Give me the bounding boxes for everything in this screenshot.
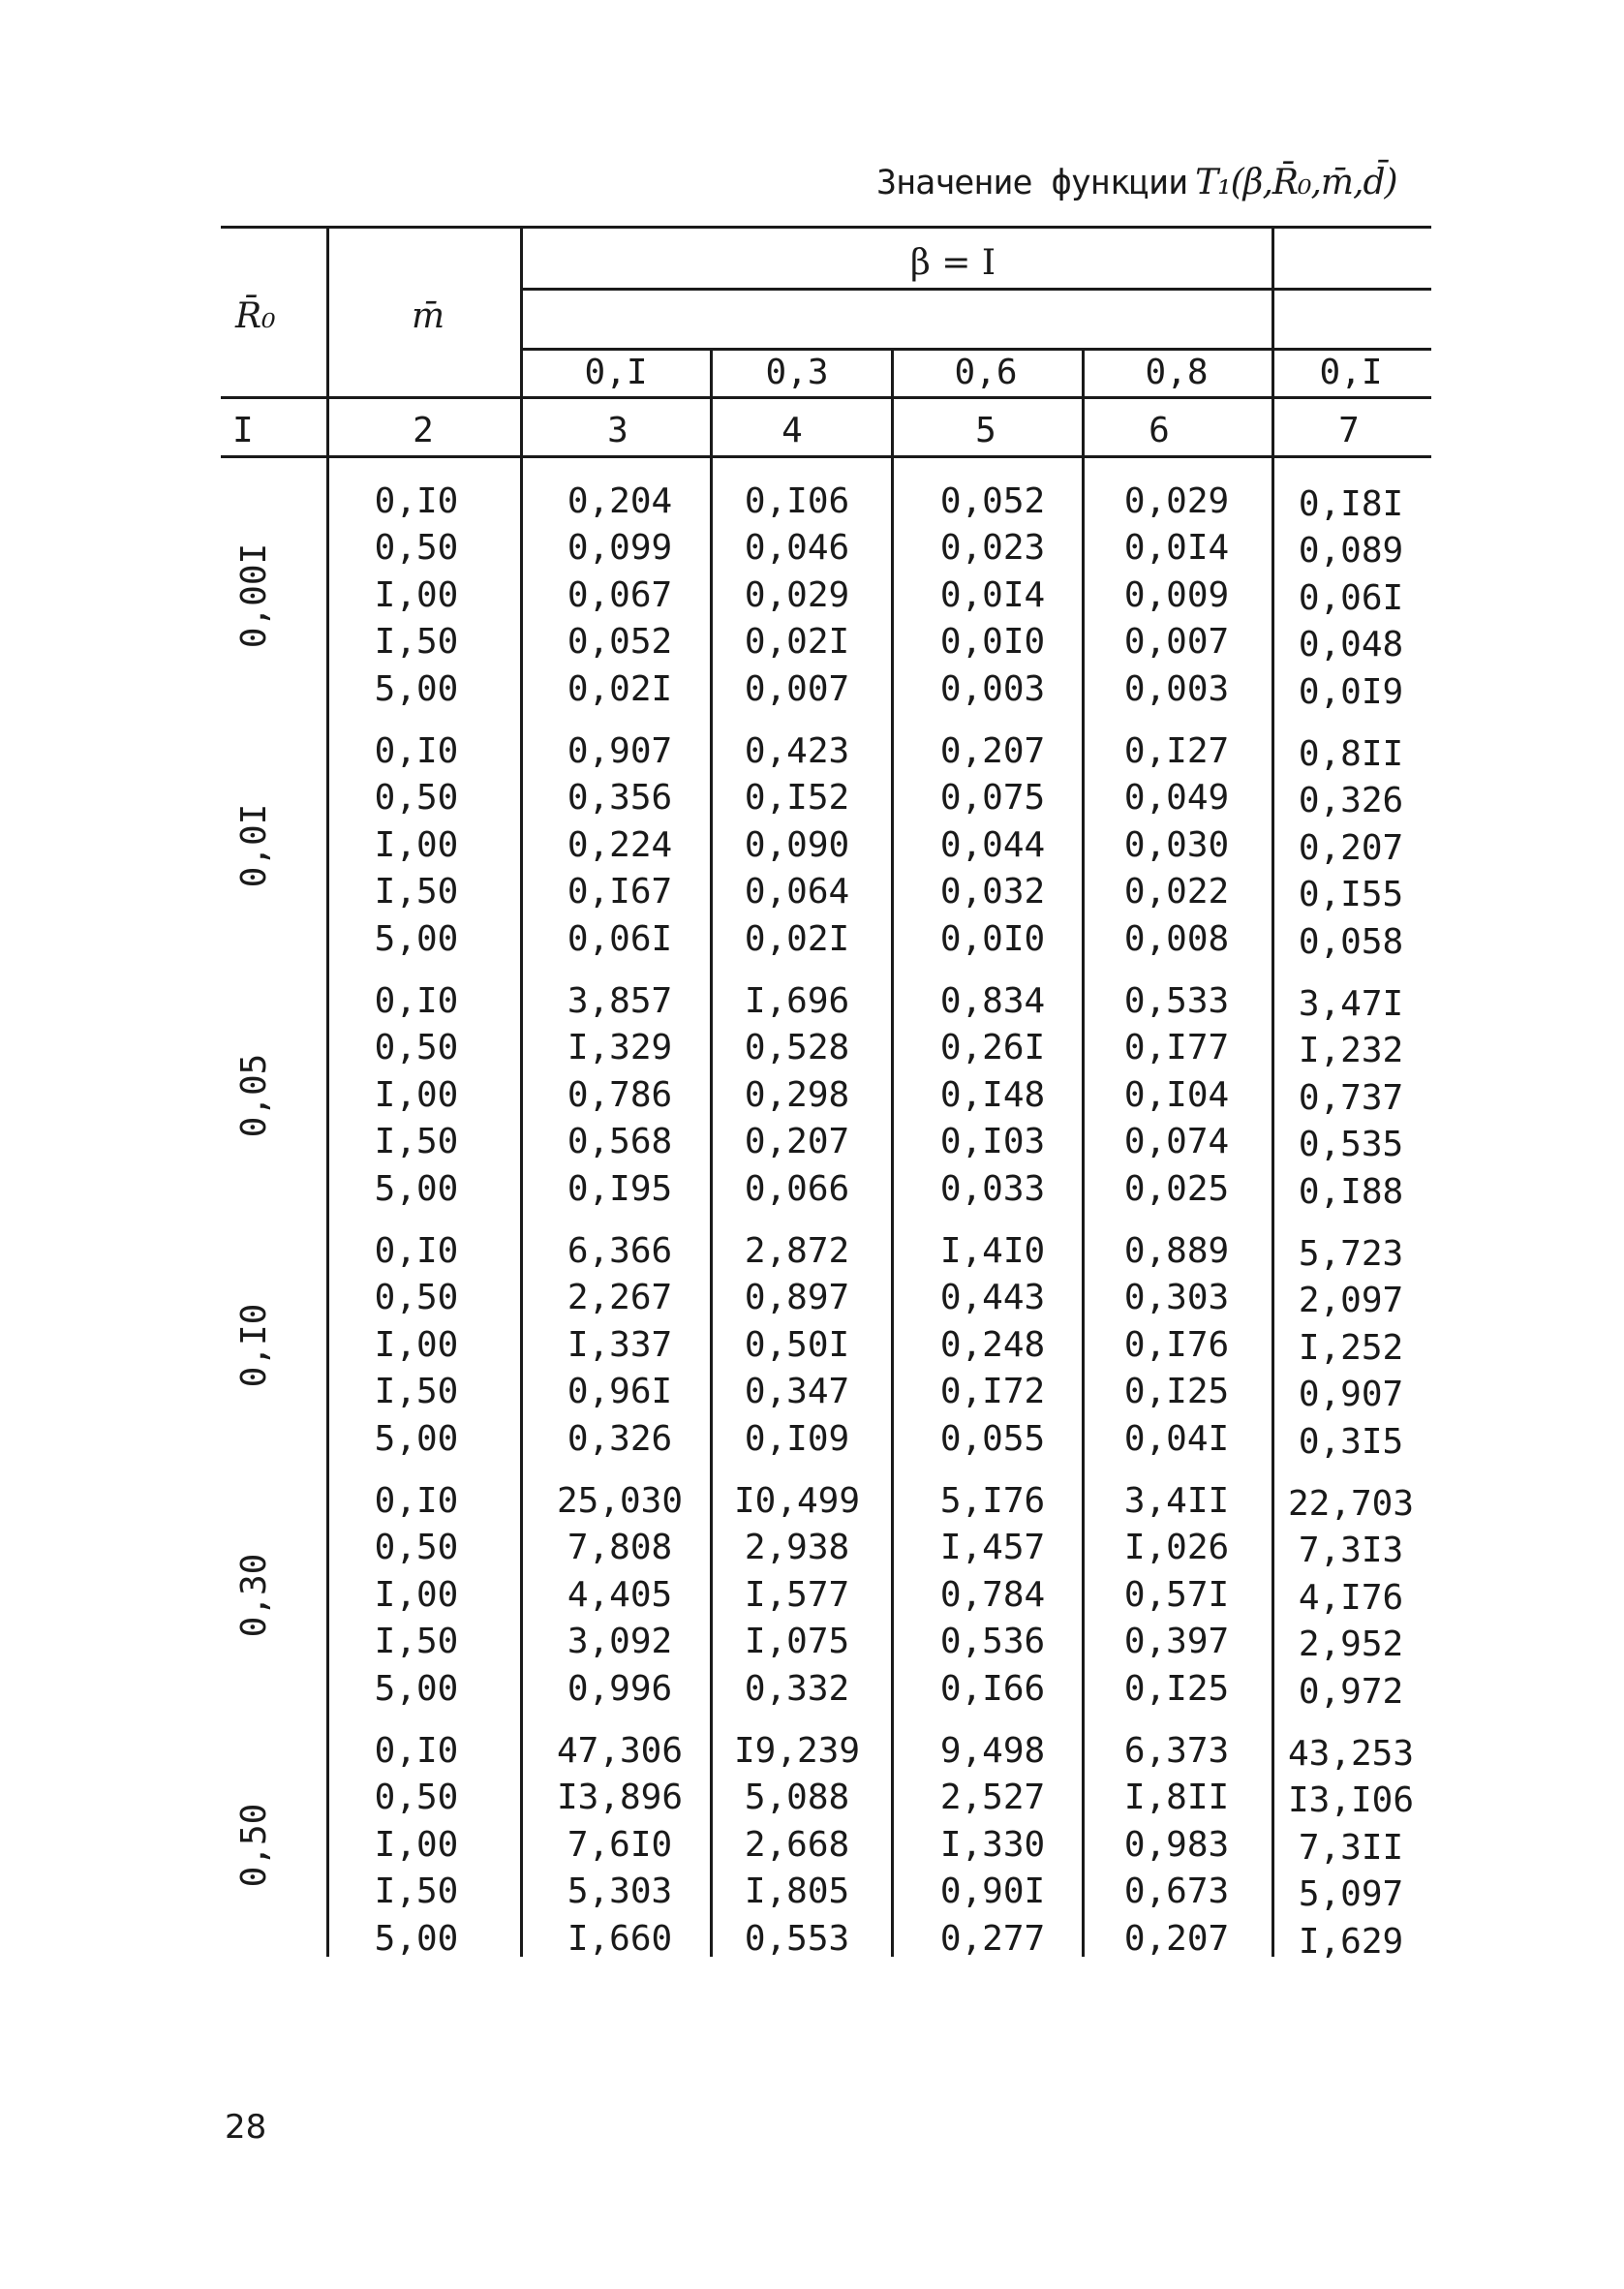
column-numbers-rule (221, 455, 1431, 458)
function-value: 0,032 (939, 872, 1046, 913)
function-value: 0,535 (1298, 1125, 1404, 1165)
m-value: 0,50 (374, 1028, 459, 1068)
m-value: I,00 (374, 574, 459, 615)
function-value: 2,872 (744, 1231, 850, 1271)
function-value: 0,007 (1123, 622, 1230, 663)
function-value: 0,075 (939, 778, 1046, 819)
m-value: 0,50 (374, 1528, 459, 1568)
function-value: 0,04I (1123, 1418, 1230, 1459)
header-d-value: 0,6 (954, 353, 1018, 392)
m-value: 5,00 (374, 1668, 459, 1709)
function-value: 0,030 (1123, 824, 1230, 865)
function-value: 0,I55 (1298, 875, 1404, 915)
column-divider (1272, 226, 1274, 1957)
function-value: 0,008 (1123, 918, 1230, 959)
header-d-value: 0,3 (765, 353, 829, 392)
function-value: 0,003 (939, 668, 1046, 709)
function-value: I,805 (744, 1871, 850, 1912)
m-value: 0,I0 (374, 731, 459, 771)
header-bottom-rule (221, 396, 1431, 399)
function-value: 0,536 (939, 1622, 1046, 1662)
header-column-number: 3 (607, 411, 628, 450)
m-value: 5,00 (374, 1168, 459, 1209)
function-value: 0,074 (1123, 1122, 1230, 1162)
header-column-number: 4 (781, 411, 803, 450)
function-value: I,696 (744, 981, 850, 1021)
page-number: 28 (225, 2108, 267, 2147)
m-value: 0,I0 (374, 1731, 459, 1771)
m-value: I,00 (374, 1074, 459, 1115)
function-value: 0,737 (1298, 1077, 1404, 1118)
header-column-number: 5 (975, 411, 996, 450)
function-value: I,252 (1298, 1327, 1404, 1368)
function-value: 0,907 (567, 731, 673, 771)
function-value: 0,I8I (1298, 484, 1404, 524)
function-value: I,337 (567, 1324, 673, 1365)
function-value: 6,373 (1123, 1731, 1230, 1771)
function-value: 0,I76 (1123, 1324, 1230, 1365)
function-value: 0,I77 (1123, 1028, 1230, 1068)
function-value: 0,207 (1123, 1918, 1230, 1959)
function-value: 0,02I (744, 622, 850, 663)
function-value: 0,786 (567, 1074, 673, 1115)
function-value: 0,248 (939, 1324, 1046, 1365)
function-value: 0,009 (1123, 574, 1230, 615)
function-value: 2,952 (1298, 1624, 1404, 1665)
function-value: 0,I06 (744, 481, 850, 521)
function-value: 0,003 (1123, 668, 1230, 709)
function-value: I,660 (567, 1918, 673, 1959)
function-value: 0,50I (744, 1324, 850, 1365)
function-value: 0,052 (567, 622, 673, 663)
function-value: 0,533 (1123, 981, 1230, 1021)
function-value: 0,897 (744, 1278, 850, 1318)
header-column-number: I (232, 411, 254, 450)
function-value: I,075 (744, 1622, 850, 1662)
m-value: 5,00 (374, 1918, 459, 1959)
function-value: 0,048 (1298, 625, 1404, 665)
function-value: 3,4II (1123, 1481, 1230, 1521)
function-value: 0,8II (1298, 734, 1404, 774)
function-value: I3,896 (556, 1778, 684, 1818)
function-value: 0,I04 (1123, 1074, 1230, 1115)
function-value: 2,668 (744, 1824, 850, 1865)
function-value: 0,I72 (939, 1372, 1046, 1412)
function-value: 0,I03 (939, 1122, 1046, 1162)
function-value: 5,303 (567, 1871, 673, 1912)
function-value: 0,332 (744, 1668, 850, 1709)
function-value: 0,277 (939, 1918, 1046, 1959)
table-top-rule (221, 226, 1431, 229)
function-value: 0,207 (1298, 827, 1404, 868)
m-value: I,50 (374, 1871, 459, 1912)
function-value: 0,568 (567, 1122, 673, 1162)
function-value: 0,I27 (1123, 731, 1230, 771)
function-value: 7,6I0 (567, 1824, 673, 1865)
function-value: 0,784 (939, 1574, 1046, 1615)
function-value: 7,3I3 (1298, 1531, 1404, 1571)
function-value: 0,064 (744, 872, 850, 913)
function-value: 0,356 (567, 778, 673, 819)
function-value: 0,207 (939, 731, 1046, 771)
header-column-number: 7 (1338, 411, 1360, 450)
function-value: 0,397 (1123, 1622, 1230, 1662)
r0-group-label: 0,05 (234, 1053, 274, 1138)
m-value: I,50 (374, 1122, 459, 1162)
m-value: I,00 (374, 1574, 459, 1615)
function-value: 0,I66 (939, 1668, 1046, 1709)
function-value: 0,033 (939, 1168, 1046, 1209)
r0-group-label: 0,00I (234, 542, 274, 648)
caption-text: Значение функции (876, 164, 1188, 202)
function-value: 0,0I0 (939, 918, 1046, 959)
function-value: I,330 (939, 1824, 1046, 1865)
function-value: 0,090 (744, 824, 850, 865)
function-value: 47,306 (556, 1731, 684, 1771)
m-value: 5,00 (374, 918, 459, 959)
header-beta-group: β = I (910, 243, 996, 283)
function-value: 0,0I4 (1123, 528, 1230, 569)
function-value: 0,I52 (744, 778, 850, 819)
function-value: 0,022 (1123, 872, 1230, 913)
function-value: I,577 (744, 1574, 850, 1615)
d-subgroup-rule (520, 348, 1431, 351)
header-column-number: 2 (413, 411, 434, 450)
function-value: 0,055 (939, 1418, 1046, 1459)
beta-group-rule (520, 288, 1431, 291)
header-d-value: 0,I (584, 353, 648, 392)
function-value: I9,239 (733, 1731, 861, 1771)
r0-group-label: 0,I0 (234, 1303, 274, 1388)
header-d-value: 0,8 (1145, 353, 1209, 392)
function-value: 3,092 (567, 1622, 673, 1662)
function-value: 0,I67 (567, 872, 673, 913)
function-value: I,329 (567, 1028, 673, 1068)
function-value: 3,47I (1298, 984, 1404, 1024)
function-value: 7,808 (567, 1528, 673, 1568)
function-value: 0,298 (744, 1074, 850, 1115)
function-value: 0,96I (567, 1372, 673, 1412)
r0-group-label: 0,0I (234, 803, 274, 888)
function-value: 9,498 (939, 1731, 1046, 1771)
function-value: 0,57I (1123, 1574, 1230, 1615)
function-value: I,4I0 (939, 1231, 1046, 1271)
m-value: 5,00 (374, 668, 459, 709)
function-value: I,026 (1123, 1528, 1230, 1568)
m-value: I,50 (374, 1372, 459, 1412)
function-value: 0,089 (1298, 531, 1404, 572)
header-m: m̄ (412, 296, 445, 336)
function-value: 0,06I (1298, 577, 1404, 618)
function-value: 0,204 (567, 481, 673, 521)
function-value: 0,099 (567, 528, 673, 569)
function-value: 5,I76 (939, 1481, 1046, 1521)
function-value: 0,067 (567, 574, 673, 615)
function-value: 0,052 (939, 481, 1046, 521)
m-value: 0,I0 (374, 481, 459, 521)
m-value: 0,I0 (374, 1231, 459, 1271)
caption-formula: T₁(β,R̄₀,m̄,d̄) (1195, 163, 1397, 202)
function-value: 0,025 (1123, 1168, 1230, 1209)
function-value: 2,938 (744, 1528, 850, 1568)
m-value: 0,I0 (374, 1481, 459, 1521)
m-value: I,50 (374, 872, 459, 913)
m-value: 5,00 (374, 1418, 459, 1459)
function-value: I,629 (1298, 1921, 1404, 1962)
function-value: 0,326 (567, 1418, 673, 1459)
function-value: 0,I95 (567, 1168, 673, 1209)
function-value: 0,347 (744, 1372, 850, 1412)
function-value: 0,3I5 (1298, 1421, 1404, 1462)
m-value: I,00 (374, 824, 459, 865)
r0-group-label: 0,30 (234, 1553, 274, 1638)
function-value: 0,066 (744, 1168, 850, 1209)
function-value: 0,023 (939, 528, 1046, 569)
table-caption (876, 163, 1397, 202)
m-value: I,00 (374, 1324, 459, 1365)
function-value: 0,326 (1298, 781, 1404, 821)
m-value: I,50 (374, 1622, 459, 1662)
column-divider (710, 348, 713, 1957)
function-value: 0,90I (939, 1871, 1046, 1912)
function-value: 0,207 (744, 1122, 850, 1162)
function-value: 5,723 (1298, 1234, 1404, 1274)
function-value: 0,889 (1123, 1231, 1230, 1271)
function-value: 0,907 (1298, 1375, 1404, 1415)
function-value: I,457 (939, 1528, 1046, 1568)
m-value: 0,50 (374, 1278, 459, 1318)
m-value: 0,50 (374, 778, 459, 819)
function-value: 0,049 (1123, 778, 1230, 819)
header-column-number: 6 (1149, 411, 1170, 450)
function-value: 0,044 (939, 824, 1046, 865)
function-value: 0,029 (1123, 481, 1230, 521)
m-value: 0,I0 (374, 981, 459, 1021)
function-value: 0,528 (744, 1028, 850, 1068)
function-value: 0,983 (1123, 1824, 1230, 1865)
m-value: 0,50 (374, 528, 459, 569)
function-value: 0,I09 (744, 1418, 850, 1459)
function-value: 4,I76 (1298, 1577, 1404, 1618)
header-d-value: 0,I (1319, 353, 1383, 392)
function-value: 2,267 (567, 1278, 673, 1318)
function-value: 0,673 (1123, 1871, 1230, 1912)
function-value: 22,703 (1287, 1484, 1415, 1524)
function-value: 0,I25 (1123, 1372, 1230, 1412)
function-value: I,232 (1298, 1031, 1404, 1071)
function-value: 0,I48 (939, 1074, 1046, 1115)
column-divider (1082, 348, 1085, 1957)
function-value: 0,443 (939, 1278, 1046, 1318)
function-value: 6,366 (567, 1231, 673, 1271)
function-value: I,8II (1123, 1778, 1230, 1818)
function-value: 0,02I (744, 918, 850, 959)
function-value: 0,224 (567, 824, 673, 865)
m-value: I,50 (374, 622, 459, 663)
column-divider (326, 226, 329, 1957)
function-value: 5,097 (1298, 1874, 1404, 1915)
function-value: 0,972 (1298, 1671, 1404, 1712)
function-value: 0,303 (1123, 1278, 1230, 1318)
function-value: 5,088 (744, 1778, 850, 1818)
function-value: 2,097 (1298, 1281, 1404, 1321)
function-value: 0,996 (567, 1668, 673, 1709)
m-value: I,00 (374, 1824, 459, 1865)
function-value: 2,527 (939, 1778, 1046, 1818)
function-value: I3,I06 (1287, 1780, 1415, 1821)
function-value: 0,0I9 (1298, 671, 1404, 712)
column-divider (891, 348, 894, 1957)
function-value: 0,007 (744, 668, 850, 709)
function-value: 0,834 (939, 981, 1046, 1021)
function-value: 25,030 (556, 1481, 684, 1521)
function-value: 43,253 (1287, 1734, 1415, 1774)
header-r0: R̄₀ (235, 296, 276, 336)
m-value: 0,50 (374, 1778, 459, 1818)
function-value: 0,058 (1298, 921, 1404, 962)
function-value: 0,0I0 (939, 622, 1046, 663)
function-value: I0,499 (733, 1481, 861, 1521)
column-divider (520, 226, 523, 1957)
function-value: 4,405 (567, 1574, 673, 1615)
function-value: 0,26I (939, 1028, 1046, 1068)
function-value: 0,06I (567, 918, 673, 959)
function-value: 7,3II (1298, 1827, 1404, 1868)
function-value: 0,I88 (1298, 1171, 1404, 1212)
function-value: 0,029 (744, 574, 850, 615)
function-value: 3,857 (567, 981, 673, 1021)
function-value: 0,02I (567, 668, 673, 709)
function-value: 0,0I4 (939, 574, 1046, 615)
function-value: 0,553 (744, 1918, 850, 1959)
function-value: 0,I25 (1123, 1668, 1230, 1709)
function-value: 0,046 (744, 528, 850, 569)
function-value: 0,423 (744, 731, 850, 771)
r0-group-label: 0,50 (234, 1803, 274, 1888)
